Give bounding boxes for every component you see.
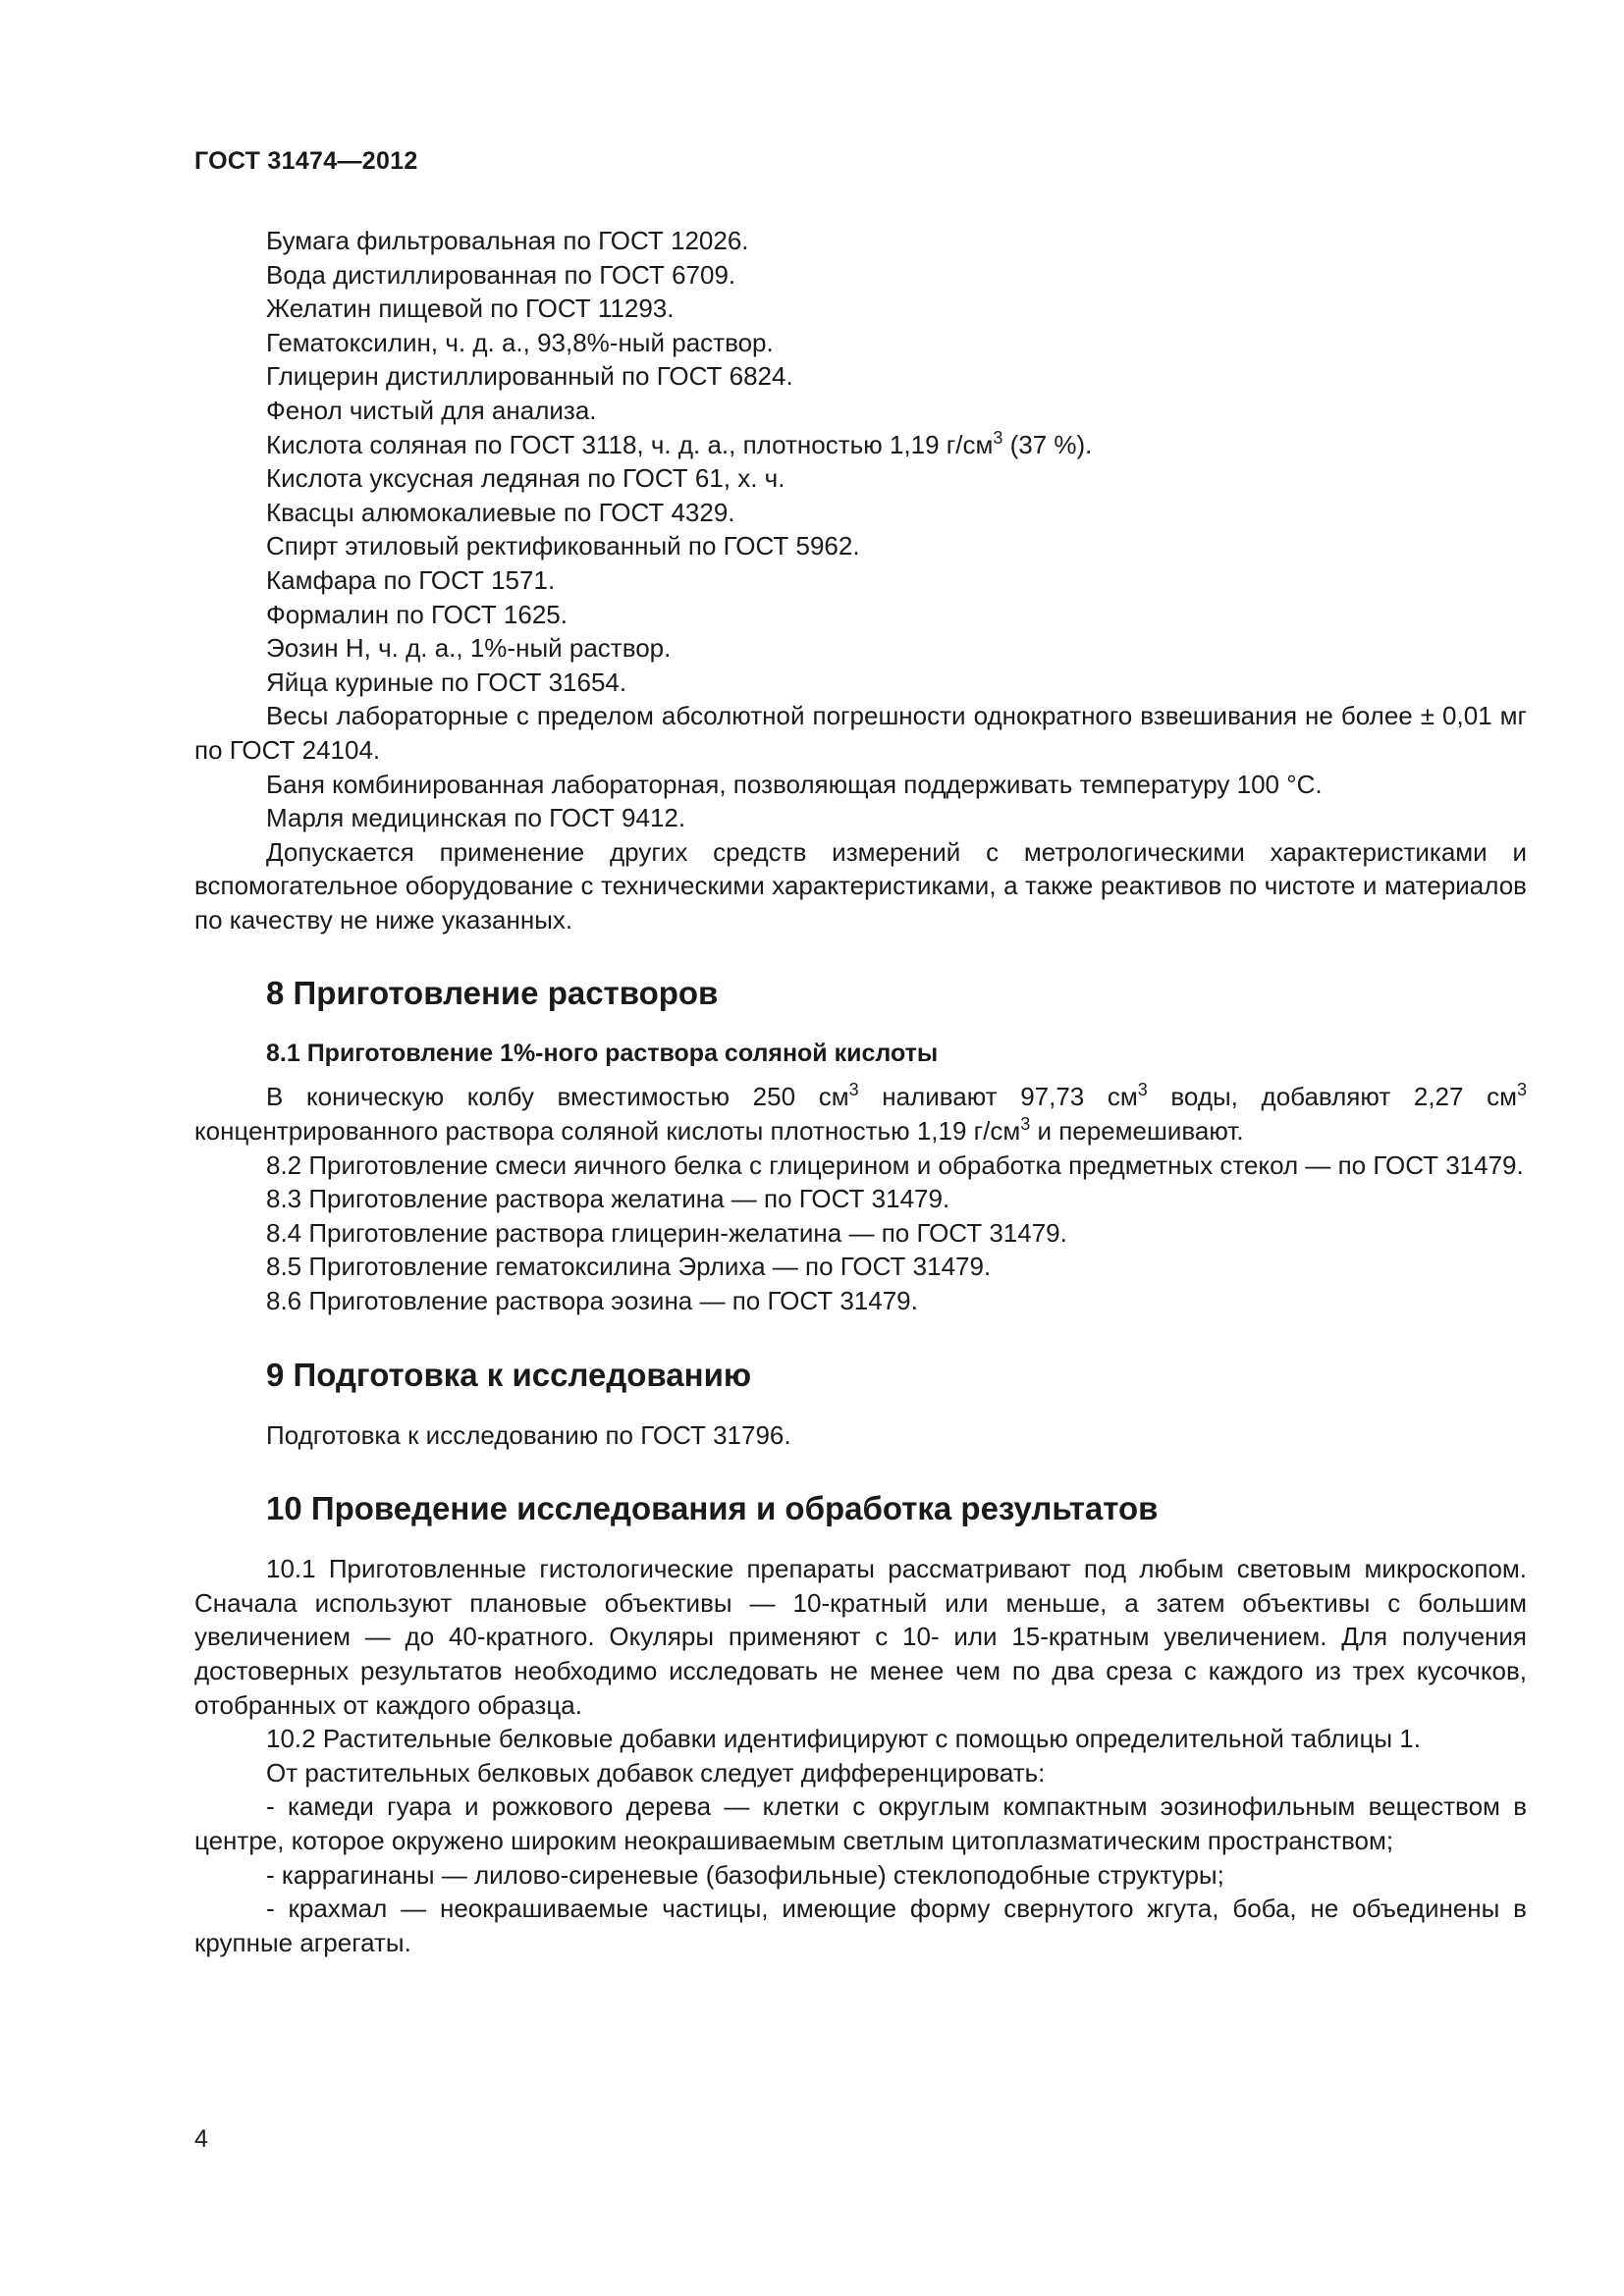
material-line: Фенол чистый для анализа. (266, 395, 597, 425)
page-number: 4 (194, 2125, 208, 2153)
section-9-title: 9 Подготовка к исследованию (266, 1356, 752, 1393)
section-10-title: 10 Проведение исследования и обработка результатов (266, 1490, 1159, 1527)
superscript: 3 (1137, 1080, 1148, 1100)
paragraph: Допускается применение других средств измерений с метрологическими характеристиками и вспомогательное оборудование с техническими характеристиками, а также реактивов по чистоте и материалов по качеству не ниже указанных. (194, 836, 1527, 934)
material-line-hcl (194, 428, 1527, 462)
material-line: Вода дистиллированная по ГОСТ 6709. (266, 259, 736, 290)
section-10-paragraph: 10.2 Растительные белковые добавки идентифицируют с помощью определительной таблицы 1. (266, 1724, 1421, 1754)
material-line: Глицерин дистиллированный по ГОСТ 6824. (266, 361, 793, 392)
material-line: Желатин пищевой по ГОСТ 11293. (266, 294, 675, 324)
material-line: Марля медицинская по ГОСТ 9412. (266, 803, 686, 833)
material-line: Яйца куриные по ГОСТ 31654. (266, 667, 627, 697)
superscript: 3 (848, 1080, 859, 1100)
section-8-item: 8.3 Приготовление раствора желатина — по ГОСТ 31479. (266, 1184, 950, 1214)
material-line: Баня комбинированная лабораторная, позволяющая поддерживать температуру 100 °С. (266, 769, 1323, 799)
text-part: наливают 97,73 см (858, 1082, 1138, 1112)
material-line: Квасцы алюмокалиевые по ГОСТ 4329. (266, 497, 735, 527)
material-line: Бумага фильтровальная по ГОСТ 12026. (266, 226, 749, 255)
text-part: В коническую колбу вместимостью 250 см (266, 1082, 849, 1112)
section-8-title: 8 Приготовление растворов (266, 975, 719, 1012)
hcl-text: Кислота соляная по ГОСТ 3118, ч. д. а., плотностью 1,19 г/см (266, 429, 994, 459)
material-line: Камфара по ГОСТ 1571. (266, 564, 556, 595)
material-line: Эозин Н, ч. д. а., 1%-ный раствор. (266, 633, 672, 664)
section-8-item: 8.2 Приготовление смеси яичного белка с глицерином и обработка предметных стекол — по ГОСТ 31479. (266, 1149, 1524, 1180)
section-10-paragraph: 10.1 Приготовленные гистологические препараты рассматривают под любым световым микроскопом. Сначала используют плановые объективы — 10-кратный или меньше, а затем объективы с большим увеличением — до 40-кратного. Окуляры применяют с 10- или 15-кратным увеличением. Для получения достоверных результатов необходимо исследовать не менее чем по два среза с каждого из трех кусочков, отобранных от каждого образца. (194, 1554, 1527, 1720)
material-line: Весы лабораторные с пределом абсолютной погрешности однократного взвешивания не более ± 0,01 мг по ГОСТ 24104. (194, 701, 1527, 765)
section-8-1-title: 8.1 Приготовление 1%-ного раствора соляной кислоты (266, 1040, 939, 1068)
list-item: - каррагинаны — лилово-сиреневые (базофильные) стеклоподобные структуры; (266, 1859, 1224, 1890)
section-8-item: 8.4 Приготовление раствора глицерин-желатина — по ГОСТ 31479. (266, 1217, 1067, 1248)
list-item: - крахмал — неокрашиваемые частицы, имеющие форму свернутого жгута, боба, не объединены в крупные агрегаты. (194, 1894, 1527, 1957)
section-8-item: 8.5 Приготовление гематоксилина Эрлиха — по ГОСТ 31479. (266, 1252, 992, 1282)
superscript: 3 (993, 427, 1003, 448)
hcl-text-end: (37 %). (1002, 429, 1093, 459)
page-content (194, 224, 1527, 1959)
section-10-paragraph: От растительных белковых добавок следует дифференцировать: (266, 1757, 1046, 1788)
material-line: Гематоксилин, ч. д. а., 93,8%-ный раствор. (266, 327, 774, 357)
document-header: ГОСТ 31474—2012 (194, 147, 418, 175)
superscript: 3 (1020, 1114, 1031, 1135)
material-line: Формалин по ГОСТ 1625. (266, 599, 568, 629)
text-part: и перемешивают. (1030, 1116, 1244, 1147)
section-9-text: Подготовка к исследованию по ГОСТ 31796. (266, 1419, 791, 1450)
superscript: 3 (1516, 1080, 1527, 1100)
text-part: концентрированного раствора соляной кислоты плотностью 1,19 г/см (194, 1116, 1021, 1147)
material-line: Спирт этиловый ректификованный по ГОСТ 5962. (266, 531, 860, 561)
list-item: - камеди гуара и рожкового дерева — клетки с округлым компактным эозинофильным веществом в центре, которое окружено широким неокрашиваемым светлым цитоплазматическим пространством; (194, 1791, 1527, 1855)
section-8-1-text (194, 1080, 1527, 1148)
text-part: воды, добавляют 2,27 см (1147, 1082, 1517, 1112)
material-line: Кислота уксусная ледяная по ГОСТ 61, х. ч. (266, 463, 785, 494)
section-8-item: 8.6 Приготовление раствора эозина — по ГОСТ 31479. (266, 1286, 918, 1316)
